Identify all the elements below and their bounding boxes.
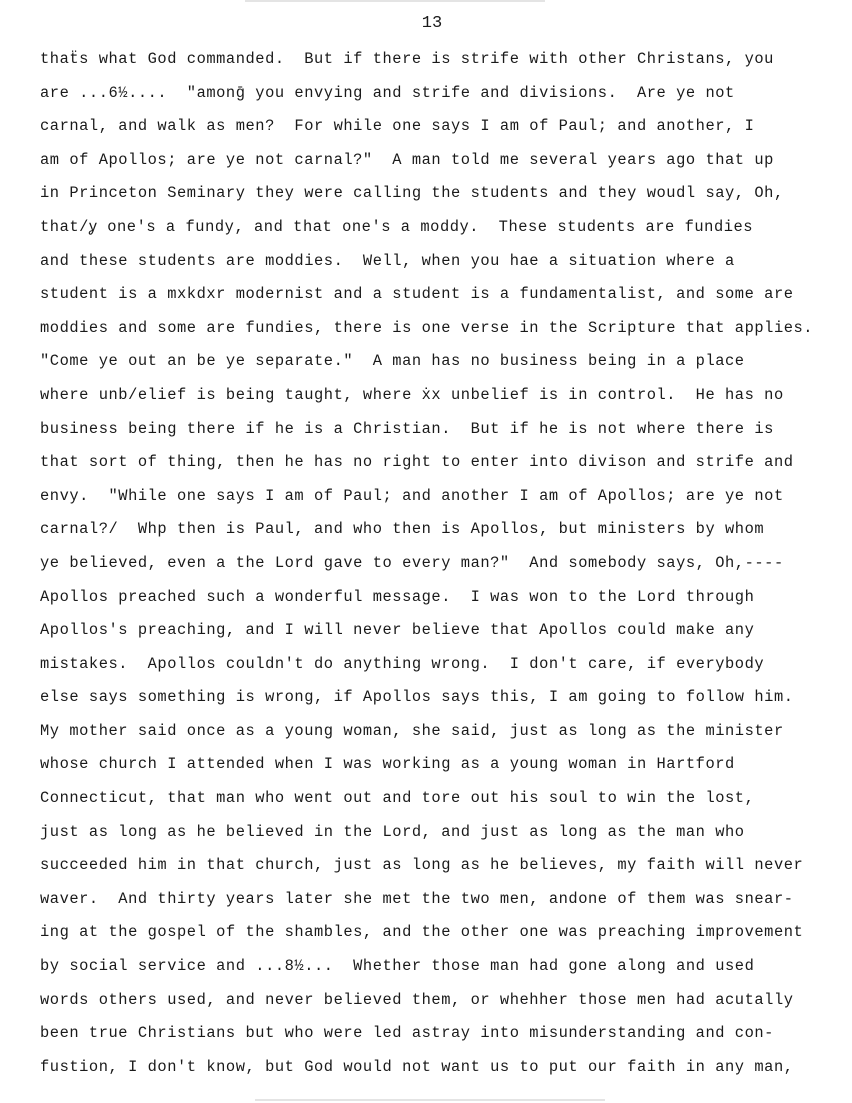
text-line: just as long as he believed in the Lord, and just as long as the man who (40, 822, 745, 841)
text-line: envy. "While one says I am of Paul; and another I am of Apollos; are ye not (40, 486, 784, 505)
text-line: by social service and ...8½... Whether those man had gone along and used (40, 957, 755, 976)
body-text (40, 46, 840, 1087)
text-line: moddies and some are fundies, there is one verse in the Scripture that applies. (40, 318, 814, 337)
text-line: carnal?/ Whp then is Paul, and who then is Apollos, but ministers by whom (40, 520, 765, 539)
text-line: mistakes. Apollos couldn't do anything wrong. I don't care, if everybody (40, 654, 765, 673)
text-line: "Come ye out an be ye separate." A man has no business being in a place (40, 352, 745, 371)
scan-edge-mark (255, 1099, 605, 1101)
text-line: ing at the gospel of the shambles, and the other one was preaching improvement (40, 923, 804, 942)
text-line: are ...6½.... "amonḡ you envying and strife and divisions. Are ye not (40, 83, 735, 102)
text-line: words others used, and never believed them, or whehher those men had acutally (40, 990, 794, 1009)
text-line: carnal, and walk as men? For while one says I am of Paul; and another, I (40, 117, 755, 136)
text-line: else says something is wrong, if Apollos says this, I am going to follow him. (40, 688, 794, 707)
text-line: Apollos preached such a wonderful message. I was won to the Lord through (40, 587, 755, 606)
text-line: thaẗs what God commanded. But if there is strife with other Christans, you (40, 50, 774, 68)
text-line: My mother said once as a young woman, she said, just as long as the minister (40, 721, 784, 740)
text-line: waver. And thirty years later she met the two men, andone of them was snear- (40, 889, 794, 908)
text-line: Connecticut, that man who went out and tore out his soul to win the lost, (40, 789, 755, 808)
text-line: student is a mxkdxr modernist and a student is a fundamentalist, and some are (40, 285, 794, 304)
text-line: ye believed, even a the Lord gave to every man?" And somebody says, Oh,---- (40, 553, 784, 572)
text-line: Apollos's preaching, and I will never believe that Apollos could make any (40, 621, 755, 640)
text-line: where unb/elief is being taught, where ẋx unbelief is in control. He has no (40, 385, 784, 404)
page-number: 13 (421, 14, 443, 33)
text-line: and these students are moddies. Well, when you hae a situation where a (40, 251, 735, 270)
text-line: been true Christians but who were led astray into misunderstanding and con- (40, 1024, 774, 1043)
text-line: fustion, I don't know, but God would not want us to put our faith in any man, (40, 1057, 794, 1076)
text-line: that sort of thing, then he has no right to enter into divison and strife and (40, 453, 794, 472)
text-line: am of Apollos; are ye not carnal?" A man told me several years ago that up (40, 150, 774, 169)
text-line: succeeded him in that church, just as long as he believes, my faith will never (40, 856, 804, 875)
text-line: whose church I attended when I was working as a young woman in Hartford (40, 755, 735, 774)
text-line: that/ỿ one's a fundy, and that one's a moddy. These students are fundies (40, 217, 754, 236)
scan-edge-mark (245, 0, 545, 2)
text-line: business being there if he is a Christian. But if he is not where there is (40, 419, 774, 438)
text-line: in Princeton Seminary they were calling the students and they woudl say, Oh, (40, 184, 784, 203)
